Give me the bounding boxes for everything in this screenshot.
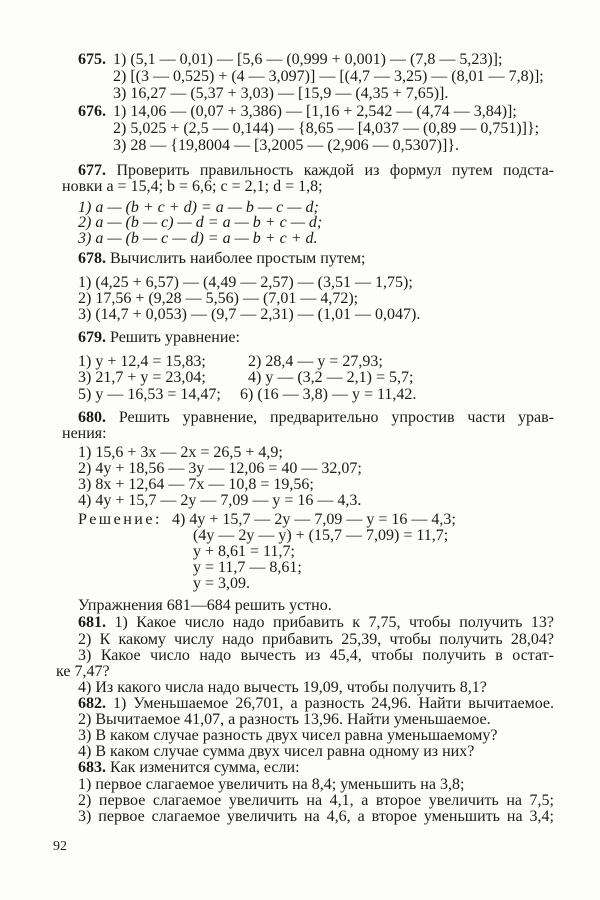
problem-678-text xyxy=(78,250,365,268)
problem-682-item-4: 4) В каком случае сумма двух чисел равна одному из них? xyxy=(78,743,475,760)
problem-number-680: 680. xyxy=(78,409,106,426)
problem-675-item-1: 1) (5,1 — 0,01) — [5,6 — (0,999 + 0,001) — (7,8 — 5,23)]; xyxy=(113,51,503,68)
problem-number-676: 676. xyxy=(78,103,106,120)
problem-677-text-line2: новки a = 15,4; b = 6,6; c = 2,1; d = 1,8; xyxy=(62,178,323,195)
problem-680-text-line2: нения: xyxy=(62,425,107,442)
problem-680-text xyxy=(78,409,554,427)
solution-line-5: y = 3,09. xyxy=(193,575,251,592)
problem-679-item-6: 6) (16 — 3,8) — y = 11,42. xyxy=(240,386,417,403)
problem-681-item-1-line xyxy=(78,614,554,632)
problem-number-679: 679. xyxy=(78,329,106,346)
problem-679-item-2: 2) 28,4 — y = 27,93; xyxy=(248,353,383,370)
problem-678-instruction: Вычислить наиболее простым путем; xyxy=(110,250,366,267)
problem-676-item-1: 1) 14,06 — (0,07 + 3,386) — [1,16 + 2,542 — (4,74 — 3,84)]; xyxy=(113,103,517,120)
problem-683-instruction: Как изменится сумма, если: xyxy=(110,759,300,776)
problem-681-item-2: 2) К какому числу надо прибавить 25,39, чтобы получить 28,04? xyxy=(78,631,554,648)
problem-679-item-4: 4) y — (3,2 — 2,1) = 5,7; xyxy=(248,369,414,386)
problem-678-item-3: 3) (14,7 + 0,053) — (9,7 — 2,31) — (1,01 — 0,047). xyxy=(78,306,421,323)
problem-676-item-2: 2) 5,025 + (2,5 — 0,144) — {8,65 — [4,037 — (0,89 — 0,751)]}; xyxy=(113,120,540,137)
page-number: 92 xyxy=(53,839,67,854)
problem-680-text-line1: Решить уравнение, предварительно упростив части урав- xyxy=(118,409,555,426)
problem-681-item-4: 4) Из какого числа надо вычесть 19,09, чтобы получить 8,1? xyxy=(78,679,487,696)
problem-680-item-3: 3) 8x + 12,64 — 7x — 10,8 = 19,56; xyxy=(78,476,314,493)
problem-675-item-3: 3) 16,27 — (5,37 + 3,03) — [15,9 — (4,35 + 7,65)]. xyxy=(113,85,449,102)
problem-679-item-1: 1) y + 12,4 = 15,83; xyxy=(78,353,206,370)
problem-677-text-line1: Проверить правильность каждой из формул путем подста- xyxy=(116,162,554,179)
problem-680-item-4: 4) 4y + 15,7 — 2y — 7,09 — y = 16 — 4,3. xyxy=(78,492,362,509)
problem-680-item-2: 2) 4y + 18,56 — 3y — 12,06 = 40 — 32,07; xyxy=(78,460,362,477)
problem-683-item-1: 1) первое слагаемое увеличить на 8,4; уменьшить на 3,8; xyxy=(78,776,465,793)
problem-number-682: 682. xyxy=(78,695,106,712)
problem-677-item-3: 3) a — (b — c — d) = a — b + c + d. xyxy=(78,230,318,247)
problem-678-item-2: 2) 17,56 + (9,28 — 5,56) — (7,01 — 4,72); xyxy=(78,290,359,307)
problem-681-item-1: 1) Какое число надо прибавить к 7,75, чтобы получить 13? xyxy=(114,614,555,631)
problem-675-item-2: 2) [(3 — 0,525) + (4 — 3,097)] — [(4,7 — 3,25) — (8,01 — 7,8)]; xyxy=(113,68,544,85)
problem-number-681: 681. xyxy=(78,614,106,631)
problem-number-675: 675. xyxy=(78,51,106,68)
problem-681-item-3: 3) Какое число надо вычесть из 45,4, чтобы получить в остат- xyxy=(78,647,554,664)
problem-680-item-1: 1) 15,6 + 3x — 2x = 26,5 + 4,9; xyxy=(78,444,283,461)
problem-number-683: 683. xyxy=(78,759,106,776)
problem-679-instruction: Решить уравнение: xyxy=(110,329,240,346)
problem-678-item-1: 1) (4,25 + 6,57) — (4,49 — 2,57) — (3,51 — 1,75); xyxy=(78,274,413,291)
solution-line-1: 4) 4y + 15,7 — 2y — 7,09 — y = 16 — 4,3; xyxy=(172,511,456,528)
problem-676-item-3: 3) 28 — {19,8004 — [3,2005 — (2,906 — 0,5307)]}. xyxy=(113,137,459,154)
solution-line-4: y = 11,7 — 8,61; xyxy=(193,559,302,576)
solution-label: Решение: xyxy=(78,511,162,528)
problem-682-item-3: 3) В каком случае разность двух чисел равна уменьшаемому? xyxy=(78,727,498,744)
problem-679-text xyxy=(78,329,240,347)
solution-line-2: (4y — 2y — y) + (15,7 — 7,09) = 11,7; xyxy=(193,527,449,544)
problem-682-item-2: 2) Вычитаемое 41,07, а разность 13,96. Найти уменьшаемое. xyxy=(78,711,491,728)
problem-677-item-2: 2) a — (b — c) — d = a — b + c — d; xyxy=(78,214,323,231)
problem-683-text xyxy=(78,759,300,777)
problem-number-678: 678. xyxy=(78,250,106,267)
problem-677-item-1: 1) a — (b + c + d) = a — b — c — d; xyxy=(78,199,319,216)
problem-683-item-3: 3) первое слагаемое увеличить на 4,6, а второе уменьшить на 3,4; xyxy=(78,808,554,825)
problem-679-item-3: 3) 21,7 + y = 23,04; xyxy=(78,369,206,386)
solution-line-3: y + 8,61 = 11,7; xyxy=(193,543,295,560)
problem-682-item-1: 1) Уменьшаемое 26,701, а разность 24,96. Найти вычитаемое. xyxy=(113,695,555,712)
problem-681-item-3-cont: ке 7,47? xyxy=(56,663,110,680)
problem-683-item-2: 2) первое слагаемое увеличить на 4,1, а второе увеличить на 7,5; xyxy=(78,792,554,809)
problem-679-item-5: 5) y — 16,53 = 14,47; xyxy=(78,386,221,403)
problem-number-677: 677. xyxy=(78,162,106,179)
oral-exercises-note: Упражнения 681—684 решить устно. xyxy=(78,597,332,614)
